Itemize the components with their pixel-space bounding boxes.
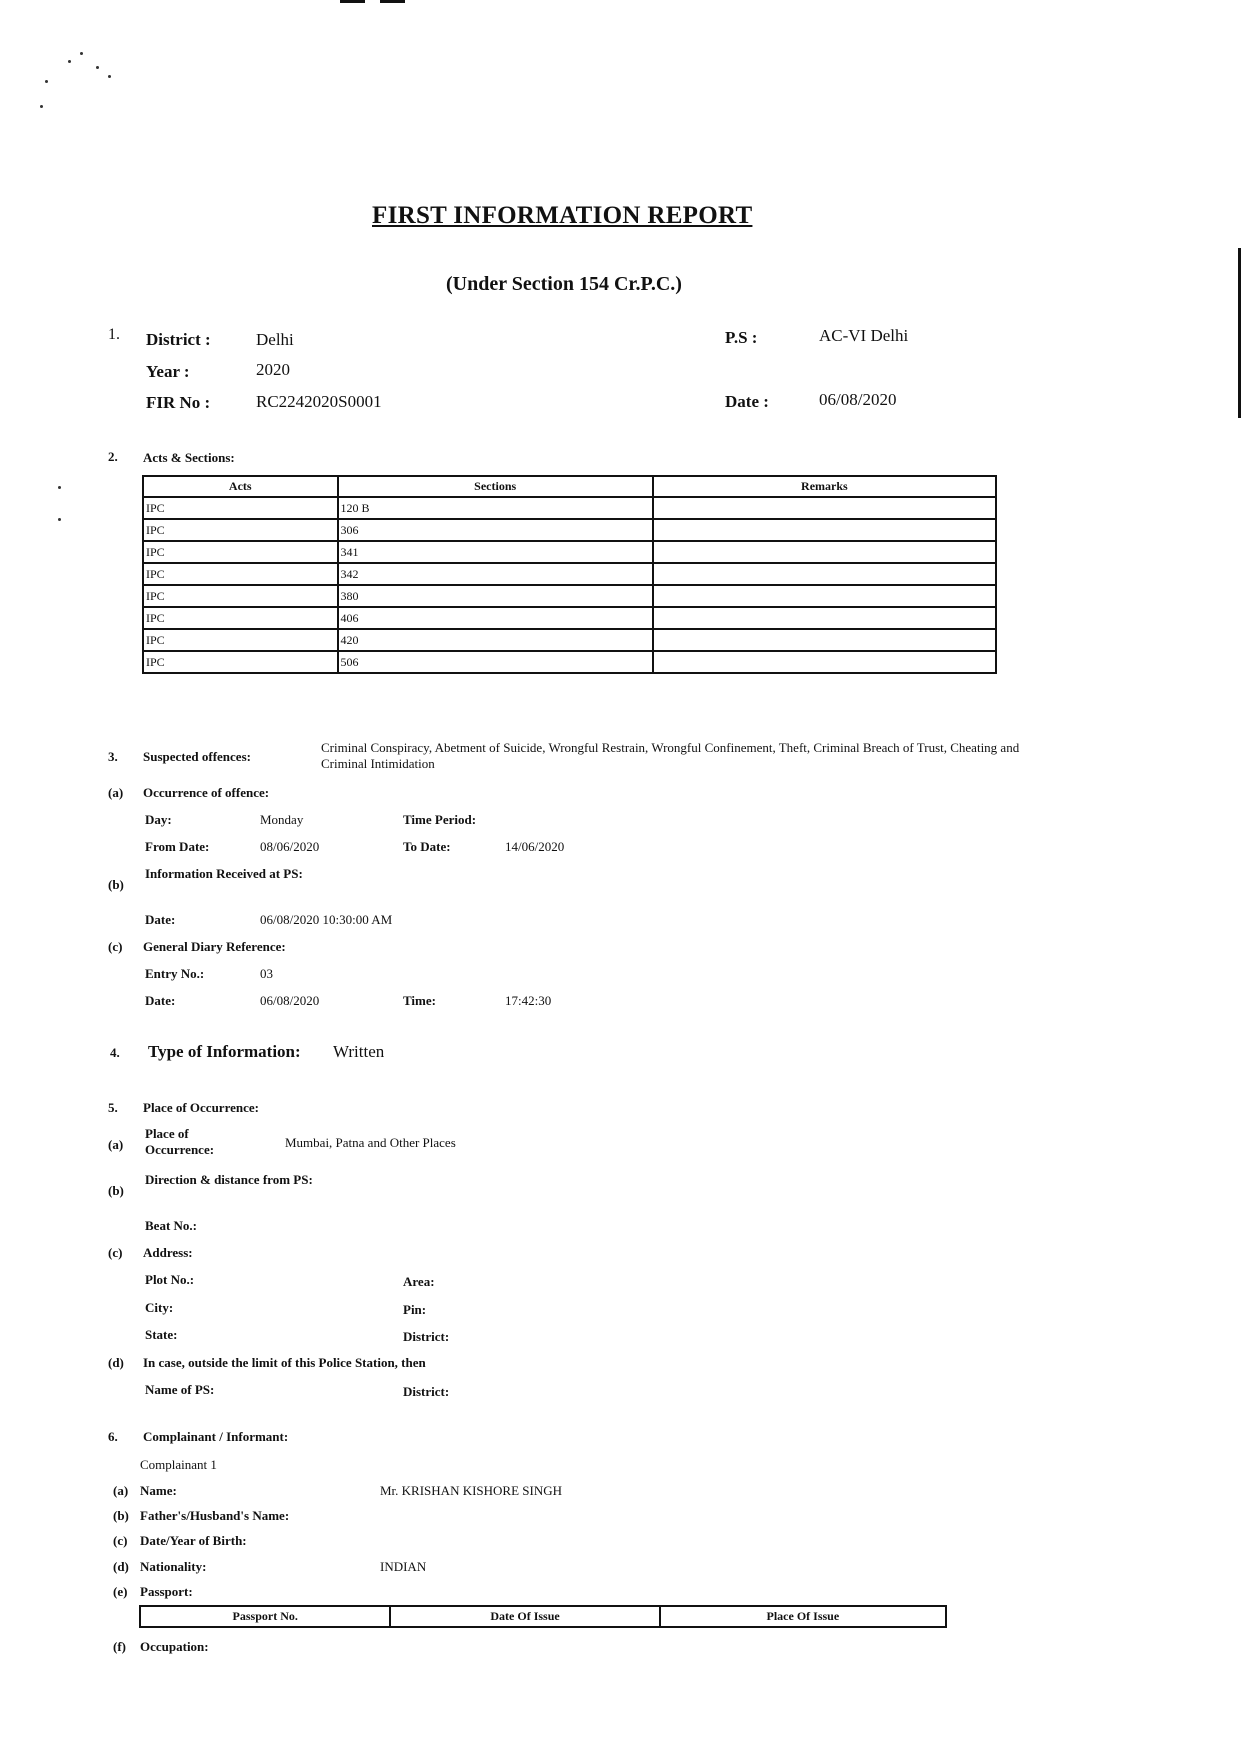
complainant-index: Complainant 1 [140,1457,217,1472]
suspected-offences-value: Criminal Conspiracy, Abetment of Suicide, Wrongful Restrain, Wrongful Confinement, Theft, Criminal Breach of Trust, Cheating and Criminal Intimidation [321,740,1020,771]
section-cell: 120 B [338,497,653,519]
occupation-label: Occupation: [140,1639,209,1654]
state-label: State: [145,1327,178,1342]
section-5d-number: (d) [108,1355,124,1370]
date-value: 06/08/2020 [819,390,897,409]
section-cell: 406 [338,607,653,629]
top-bar-mark [380,0,405,3]
day-label: Day: [145,812,172,827]
act-cell: IPC [143,585,338,607]
year-value: 2020 [256,360,290,379]
year-label: Year : [146,362,190,381]
dob-label: Date/Year of Birth: [140,1533,247,1548]
passport-no-header: Passport No. [140,1606,390,1627]
section-cell: 306 [338,519,653,541]
acts-sections-label: Acts & Sections: [143,450,235,465]
remarks-cell [653,607,996,629]
scan-speck [108,75,111,78]
info-received-label: Information Received at PS: [145,866,303,881]
section-6f-number: (f) [113,1639,126,1654]
outside-district-label: District: [403,1384,450,1399]
nationality-value: INDIAN [380,1559,427,1574]
acts-sections-table [142,475,997,674]
acts-header: Acts [143,476,338,497]
day-value: Monday [260,812,304,827]
received-date-value: 06/08/2020 10:30:00 AM [260,912,393,927]
remarks-cell [653,497,996,519]
name-label: Name: [140,1483,177,1498]
sections-header: Sections [338,476,653,497]
section-3-number: 3. [108,749,118,764]
section-1-number: 1. [108,326,120,343]
table-row [143,607,996,629]
scan-speck [58,518,61,521]
place-of-issue-header: Place Of Issue [660,1606,946,1627]
scan-edge-line [1238,248,1241,418]
table-row [143,651,996,673]
name-of-ps-label: Name of PS: [145,1382,215,1397]
scan-speck [80,52,83,55]
nationality-label: Nationality: [140,1559,207,1574]
section-5-number: 5. [108,1100,118,1115]
scan-speck [68,60,71,63]
place-of-occurrence-label: Place of Occurrence: [145,1126,215,1157]
section-cell: 506 [338,651,653,673]
section-5c-number: (c) [108,1245,123,1260]
section-cell: 341 [338,541,653,563]
table-row [143,519,996,541]
gd-reference-label: General Diary Reference: [143,939,286,954]
district-value: Delhi [256,330,294,349]
section-cell: 342 [338,563,653,585]
section-6a-number: (a) [113,1483,129,1498]
scan-speck [96,66,99,69]
father-husband-name-label: Father's/Husband's Name: [140,1508,290,1523]
act-cell: IPC [143,651,338,673]
remarks-header: Remarks [653,476,996,497]
section-6d-number: (d) [113,1559,129,1574]
section-6b-number: (b) [113,1508,129,1523]
address-label: Address: [143,1245,193,1260]
scan-speck [45,80,48,83]
gd-date-value: 06/08/2020 [260,993,320,1008]
type-of-info-label: Type of Information: [148,1042,301,1061]
occurrence-label: Occurrence of offence: [143,785,270,800]
ps-value: AC-VI Delhi [819,326,909,345]
fir-value: RC2242020S0001 [256,392,382,411]
act-cell: IPC [143,541,338,563]
section-2-number: 2. [108,449,118,464]
received-date-label: Date: [145,912,176,927]
section-3a-number: (a) [108,785,124,800]
act-cell: IPC [143,497,338,519]
complainant-heading: Complainant / Informant: [143,1429,289,1444]
entry-no-label: Entry No.: [145,966,205,981]
act-cell: IPC [143,519,338,541]
time-period-label: Time Period: [403,812,477,827]
section-5b-number: (b) [108,1183,124,1198]
from-date-label: From Date: [145,839,210,854]
act-cell: IPC [143,607,338,629]
section-3b-number: (b) [108,877,124,892]
table-row [143,497,996,519]
section-6e-number: (e) [113,1584,128,1599]
to-date-label: To Date: [403,839,451,854]
outside-limit-label: In case, outside the limit of this Police Station, then [143,1355,426,1370]
to-date-value: 14/06/2020 [505,839,565,854]
section-6c-number: (c) [113,1533,128,1548]
table-row [143,541,996,563]
section-6-number: 6. [108,1429,118,1444]
table-row [143,629,996,651]
section-cell: 420 [338,629,653,651]
top-bar-mark [340,0,365,3]
remarks-cell [653,585,996,607]
section-5a-number: (a) [108,1137,124,1152]
passport-table [139,1605,947,1628]
act-cell: IPC [143,563,338,585]
from-date-value: 08/06/2020 [260,839,320,854]
suspected-offences-label: Suspected offences: [143,749,251,764]
district-label: District : [146,330,211,349]
section-4-number: 4. [110,1045,120,1060]
remarks-cell [653,541,996,563]
district-address-label: District: [403,1329,450,1344]
scan-speck [40,105,43,108]
ps-label: P.S : [725,328,758,347]
passport-label: Passport: [140,1584,193,1599]
date-label: Date : [725,392,769,411]
page-title: FIRST INFORMATION REPORT [372,202,753,229]
act-cell: IPC [143,629,338,651]
gd-time-value: 17:42:30 [505,993,552,1008]
remarks-cell [653,519,996,541]
table-header-row [140,1606,946,1627]
remarks-cell [653,563,996,585]
beat-no-label: Beat No.: [145,1218,197,1233]
table-row [143,585,996,607]
area-label: Area: [403,1274,435,1289]
remarks-cell [653,629,996,651]
section-3c-number: (c) [108,939,123,954]
gd-date-label: Date: [145,993,176,1008]
city-label: City: [145,1300,174,1315]
scan-speck [58,486,61,489]
remarks-cell [653,651,996,673]
type-of-info-value: Written [333,1042,385,1061]
section-cell: 380 [338,585,653,607]
place-of-occurrence-value: Mumbai, Patna and Other Places [285,1135,456,1150]
place-of-occurrence-heading: Place of Occurrence: [143,1100,259,1115]
page-subtitle: (Under Section 154 Cr.P.C.) [446,273,682,295]
gd-time-label: Time: [403,993,436,1008]
date-of-issue-header: Date Of Issue [390,1606,659,1627]
table-row [143,563,996,585]
name-value: Mr. KRISHAN KISHORE SINGH [380,1483,563,1498]
entry-no-value: 03 [260,966,273,981]
pin-label: Pin: [403,1302,427,1317]
fir-label: FIR No : [146,393,211,412]
direction-distance-label: Direction & distance from PS: [145,1172,313,1187]
plot-no-label: Plot No.: [145,1272,195,1287]
table-header-row [143,476,996,497]
